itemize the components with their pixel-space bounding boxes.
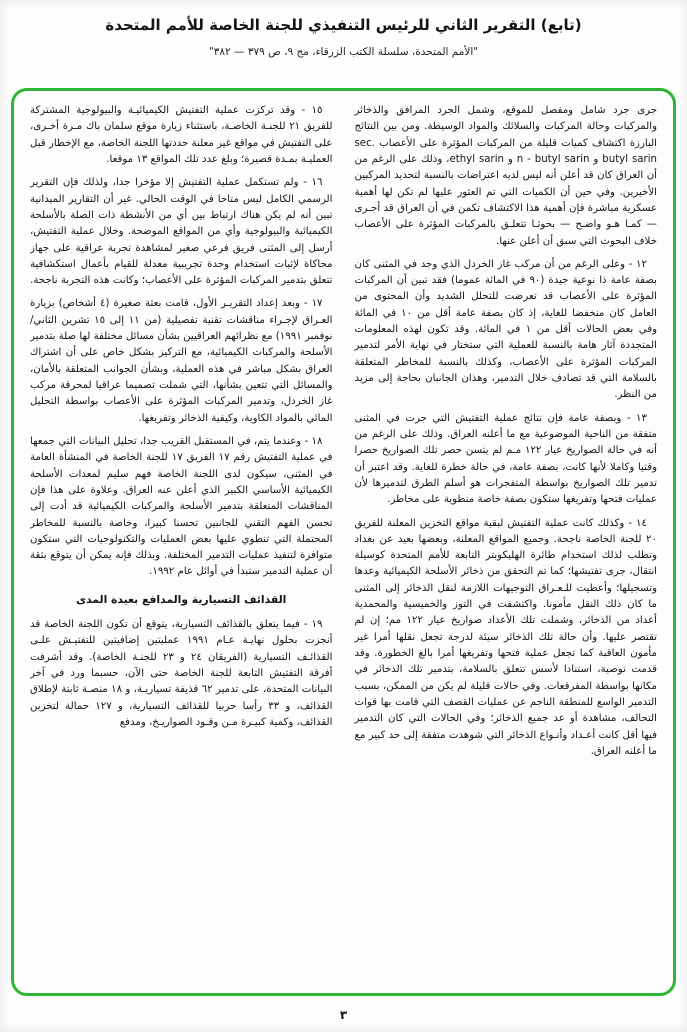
- section-heading-ballistic-missiles: القذائف التسيارية والمدافع بعيدة المدى: [76, 592, 287, 606]
- right-column: [355, 103, 658, 983]
- paragraph-15: ١٥ - وقد تركزت عملية التفتيش الكيميائيـة والبيولوجية المشتركة للفريق ٢١ للجنـة الخاصـة، باستثناء زيارة موقع سلمان باك مـرة أخـرى، على التفتيش في مواقع غير معلنة حددتها اللجنة الخاصة، مع الإخطار قبل العمليـة بمـدة قصيرة؛ وبلغ عدد تلك المواقع ١٣ موقعا.: [30, 105, 333, 165]
- left-column: [30, 103, 333, 983]
- paragraph-19: ١٩ - فيما يتعلق بالقذائف التسيارية، يتوقع أن تكون اللجنة الخاصة قد أنجزت بحلول نهايـة عـام ١٩٩١ عمليتين إضافيتين للتفتيـش علـى القذائـف التسيارية (الفريقان ٢٤ و ٢٣ للجنـة الخاصة). وقد أشرفت أفرقة التفتيش التابعة للجنة الخاصة حتى الآن، حسبما ورد في آخر البيانات المتحدة، على تدمير ٦٢ قذيفة تسياريـة، و ١٨ منصـة ثابتة لإطلاق القذائف، و ٣٣ رأسا حربيا للقذائف التسيارية، و ١٢٧ حمالة لتخزين القذائف، وكمية كبيـرة مـن وقـود الصواريـخ، ومدفع: [30, 619, 333, 728]
- paragraph-16: ١٦ - ولم تستكمل عملية التفتيش إلا مؤخرا جدا، ولذلك فإن التقرير الرسمي الكامل ليس متاحا في الوقت الحالي. غير أن التقارير الميدانية تبين أنه لم يكن هناك ارتباط بين أي من الأنشطة ذات الصلة بالأسلحة الكيميائية والبيولوجية وأي من المواقع الموضحة. وخلال عملية التفتيش، أرسل إلى المثنى فريق فرعي صغير لمشاهدة تجربة عراقية على جهاز محاكاة لإثبات استخدام وحدة تجريبية معدلة للقيام بأعمال استكشافية تتعلق بتدمير المركبات المؤثرة على الأعصاب؛ وكانت هذه التجربة ناجحة.: [30, 177, 333, 287]
- two-column-layout: [30, 103, 657, 983]
- paragraph-14: ١٤ - وكذلك كانت عملية التفتيش لبقية مواقع التخزين المعلنة للفريق ٢٠ للجنة الخاصة ناجحة. وجميع المواقع المعلنة، وبعضها بعيد عن بغداد وتطلب لذلك استخدام طائرة الهليكوبتر التابعة للأمم المتحدة كوسيلة انتقال، جرى تفتيشها؛ كما تم التحقق من ذخائر الأسلحة الكيميائية وعدها وتسجيلها؛ وأعطيت للـعـراق التوجيهات اللازمة لنقل الذخائر إلى المثنى ما كان ذلك النقل مأمونا. واكتشفت في التوز والخميسية والمحمدية أعداد من الذخائر، وشملت تلك الأعداد صواريخ عيار ١٢٢ مم؛ إن لم تقتصر عليها. وأن حالة تلك الذخائر سيئة لدرجة تجعل نقلها أمرا غير مأمون العاقبة كما تجعل عملية فتحها وتفريغها أمرا بالغ الخطورة. وقد قدمت توصية، استنادا لأسس تتعلق بالسلامة، بتدمير تلك الذخائر في مكانها بواسطة المفرقعات. وفي حالات قليلة لم يكن من الممكن، بسبب التدمير الواسع للمنطقة الناجم عن عمليات القصف التي قامت بها قوات التحالف، مشاهدة أو عد جميع الذخائر؛ وفي الحالات التي كان التدمير فيها أقل كانت أعـداد وأنـواع الذخائر التي شوهدت متفقة إلى حد كبير مع ما أعلنه العراق.: [354, 517, 657, 757]
- paragraph-17: ١٧ - وبعد إعداد التقريـر الأول، قامت بعثة صغيرة (٤ أشخاص) بزيارة العـراق لإجـراء مناقشات تقنية تفصيلية (من ١١ إلى ١٥ تشرين الثاني/ نوفمبر ١٩٩١) مع نظرائهم العراقيين بشأن مسائل مختلفة لها صلة بتدمير الأسلحة والمركبات الكيميائية، مع التركيز بشكل خاص على أن اشتراك العراق بشكل مباشر في هذه العملية، وبشأن الجوانب المتعلقة بالأمان، والمسائل التي تتعين بشأنها، التي شملت تصميما عراقيا لمحرقة مركب غاز الخردل، وتدمير المركبات المؤثرة على الأعصاب بواسطة التحليل المائي بالمواد الكاوية، وكيفية الذخائر وتفريغها.: [30, 298, 333, 424]
- document-title: (تابع) التقرير الثاني للرئيس التنفيذي للجنة الخاصة للأمم المتحدة: [105, 16, 582, 34]
- paragraph-12: ١٢ - وعلى الرغم من أن مركب غاز الخردل الذي وجد في المثنى كان بصفة عامة ذا نوعية جيدة (٩٠ في المائة عموما) فقد تبين أن المركبات المؤثرة على الأعصاب قد تعرضت للتحلل الشديد وأن المحتوى من العامل كان منخفضا للغاية، إذ كان بصفة عامة أقل من ١٠ في المائة وفي بعض الحالات أقل من ١ في المائة. وقد تكون لهذه المعلومات المتجددة آثار هامة بالنسبة للعملية التي ستختار في نهاية الأمر لتدمير المركبات المؤثرة على الأعصاب، وكذلك بالنسبة للمخاطر المتعلقة بالسلامة التي قد تصادف خلال التدمير، وهذان الجانبان بحاجة إلى مزيد من النظر.: [354, 258, 657, 401]
- paragraph-continuation: جرى جرد شامل ومفصل للموقع، وشمل الجرد المرافق والذخائر والمركبات وحالة المركبات والسلائك والمواد الوسيطة. ومن بين النتائج البارزة اكتشاف كميات قليلة من المركبات المؤثرة على الأعصاب sec. butyl sarin و n - butyl sarin و ethyl sarin، وذلك على الرغم من أن العراق كان قد أعلن أنه ليس لديه اعتراضات بالنسبة لتحديد المركبين الأخيرين. وفي حين أن الكميات التي تم العثور عليها لم تكن لها أهمية عسكرية مباشرة فإن أهمية هذا الاكتشاف تكمن في أن العراق قد أجـرى — كمـا هـو واضـح — بحوثـا تتعلـق بالمركبات المؤثرة على الأعصاب خلاف البحوث التي سبق أن أعلن عنها.: [354, 105, 657, 247]
- document-subtitle: "الأمم المتحدة، سلسلة الكتب الزرقاء، مج ٩، ص ٣٧٩ — ٣٨٢": [208, 46, 479, 58]
- document-header: [0, 0, 687, 58]
- paragraph-13: ١٣ - وبصفة عامة فإن نتائج عملية التفتيش التي جرت في المثنى متفقة من الناحية الموضوعية مع ما أعلنه العراق. وذلك على الرغم من أنه في حالة الصواريخ عيار ١٢٢ مـم لم يتسن حصر تلك الصواريخ حصرا وقتيا وكاملا لأنها كانت، بصفة عامة، في حالة خطرة للغاية. وقد اعتبر أن تدمير تلك الصواريخ بواسطة المتفجرات هو أسلم الطرق لتدميرها لأن عمليات فتحها وتفريغها ستكون بصفة خاصة منطوية على مخاطر.: [354, 412, 657, 506]
- text-frame: [11, 88, 676, 996]
- page-number: ٣: [339, 1008, 348, 1022]
- page-footer: [0, 1008, 687, 1022]
- paragraph-18: ١٨ - وعندما يتم، في المستقبل القريب جدا، تحليل البيانات التي جمعها في عملية التفتيش رقم ١٧ الفريق ١٧ للجنة الخاصة في المنشأة العامة في المثنى، سيكون لدى اللجنة الخاصة فهم سليم لمعدات الأسلحة الكيميائية الأساسي الكبير الذي أعلن عنه العراق. وعلاوة على هذا فإن المناقشات المتعلقة بتدمير الأسلحة والمركبات الكيميائية قد أدت إلى تحسن الفهم التقني للجانبين تحسنا كبيرا، وخاصة بالنسبة للمخاطر المحتملة التي تنطوي عليها بعض العمليات والتكنولوجيات التي ستكون متوافرة لتنفيذ عمليات التدمير المختلفة. وبذلك فإنه يمكن أن يتوقع بثقة أن عملية التدمير ستبدأ في أوائل عام ١٩٩٢.: [30, 435, 333, 578]
